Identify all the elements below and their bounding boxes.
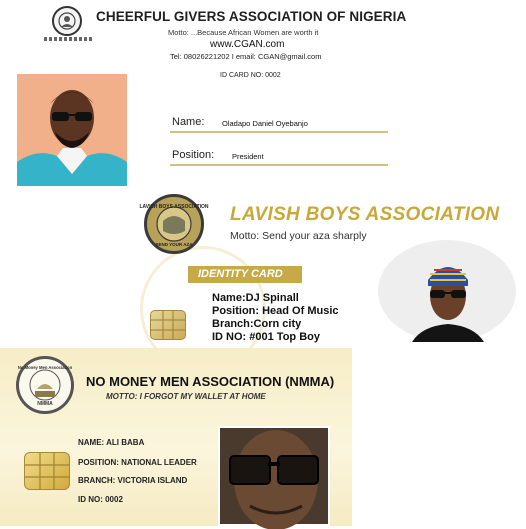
card1-contact: Tel: 08026221202 I email: CGAN@gmail.com <box>170 52 322 61</box>
card2-photo <box>402 250 494 342</box>
card3-photo <box>218 426 330 526</box>
card2-position: Position: Head Of Music <box>212 305 339 317</box>
card1-motto: Motto: ...Because African Women are worth it <box>168 28 319 37</box>
nmma-logo-subtext: NMMA <box>37 401 53 407</box>
cgan-logo <box>52 6 82 36</box>
card3-name: NAME: ALI BABA <box>78 438 145 447</box>
identity-card-label: IDENTITY CARD <box>198 268 283 280</box>
card1-photo <box>17 74 127 186</box>
nmma-logo <box>16 356 74 414</box>
card1-title: CHEERFUL GIVERS ASSOCIATION OF NIGERIA <box>96 9 407 24</box>
card1-website: www.CGAN.com <box>210 39 285 50</box>
card2-motto: Motto: Send your aza sharply <box>230 230 367 242</box>
logo-bottom-text: SEND YOUR AZA <box>155 242 193 247</box>
position-underline <box>170 164 388 166</box>
lavish-boys-id-card <box>122 188 526 342</box>
cgan-logo-caption <box>44 37 92 41</box>
nmma-id-card <box>0 348 352 526</box>
lavish-boys-logo <box>139 194 209 254</box>
sim-chip-icon <box>150 310 186 340</box>
sim-chip-icon <box>24 452 70 490</box>
card3-position: POSITION: NATIONAL LEADER <box>78 458 197 467</box>
position-value: President <box>232 152 264 161</box>
card3-id: ID NO: 0002 <box>78 495 123 504</box>
card3-branch: BRANCH: VICTORIA ISLAND <box>78 476 188 485</box>
card2-id: ID NO: #001 Top Boy <box>212 331 320 343</box>
name-value: Oladapo Daniel Oyebanjo <box>222 119 308 128</box>
card2-name: Name:DJ Spinall <box>212 292 299 304</box>
nmma-logo-text: No Money Men Association <box>17 365 73 370</box>
cgan-id-card <box>0 0 526 190</box>
name-underline <box>170 131 388 133</box>
logo-top-text: LAVISH BOYS ASSOCIATION <box>139 204 209 210</box>
card3-motto: MOTTO: I FORGOT MY WALLET AT HOME <box>106 392 266 401</box>
card2-branch: Branch:Corn city <box>212 318 302 330</box>
name-label: Name: <box>172 116 205 128</box>
card3-title: NO MONEY MEN ASSOCIATION (NMMA) <box>86 374 335 389</box>
card1-id-number: ID CARD NO: 0002 <box>220 72 281 79</box>
position-label: Position: <box>172 149 215 161</box>
card2-title: LAVISH BOYS ASSOCIATION <box>230 204 500 225</box>
